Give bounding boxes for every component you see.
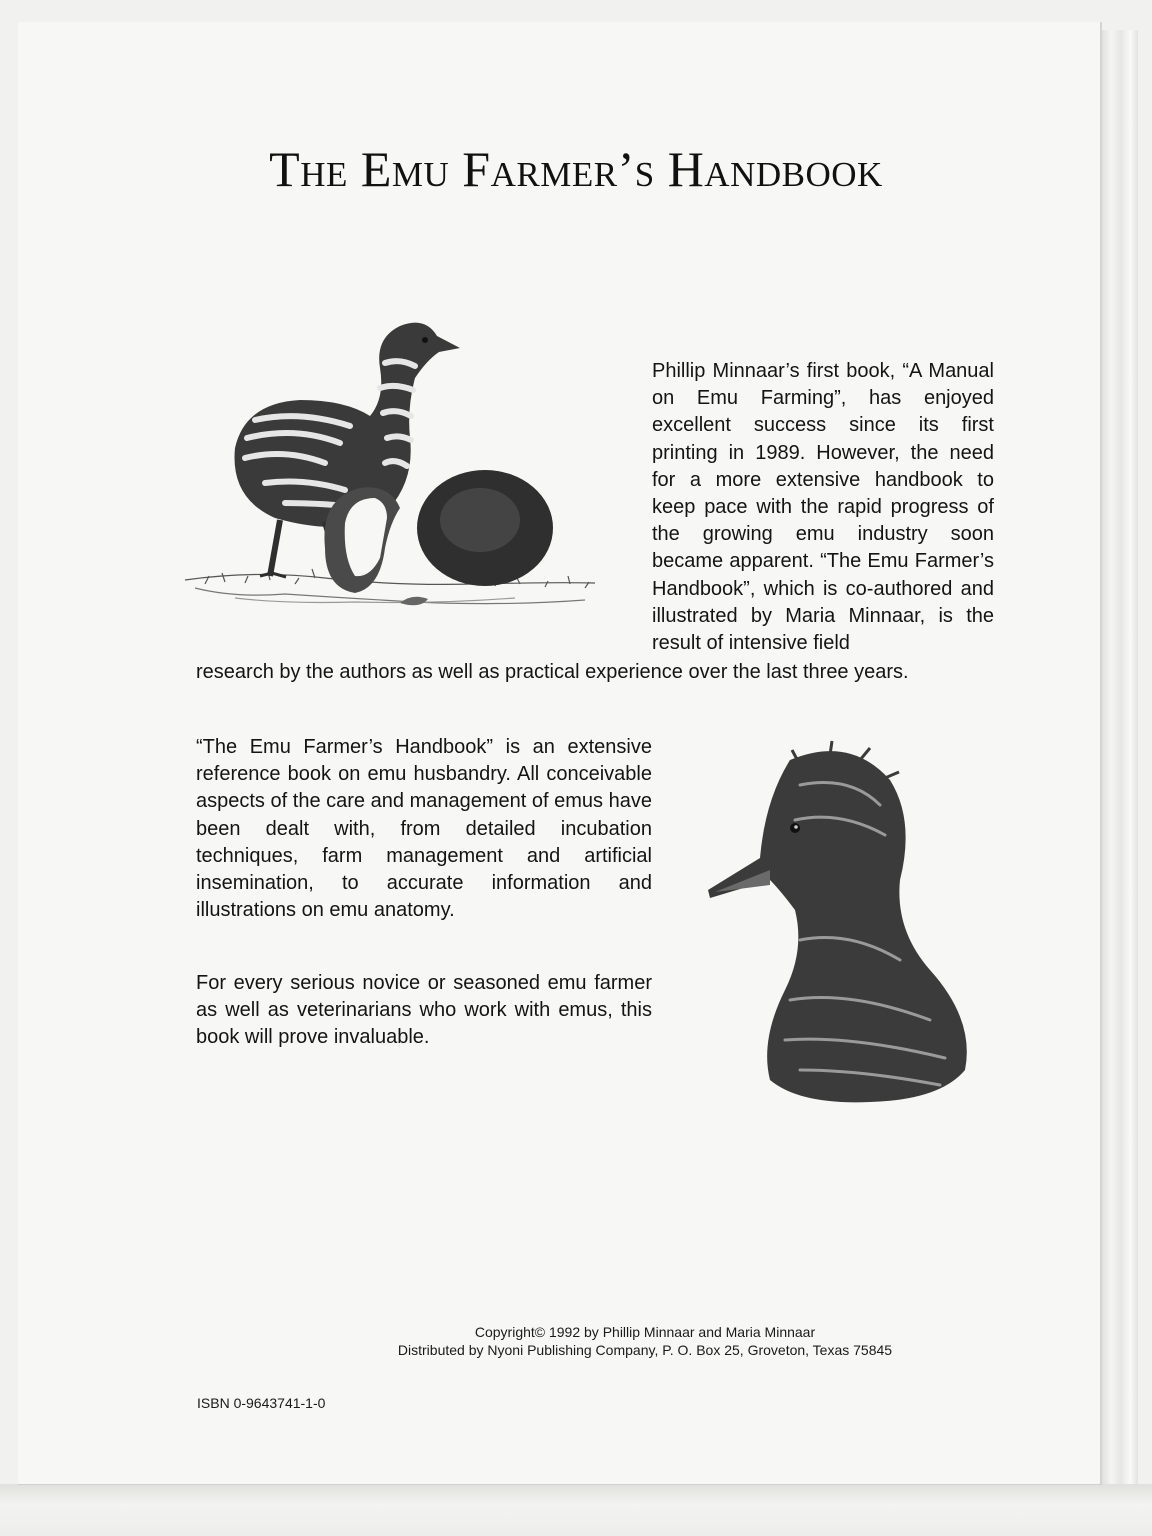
closing-paragraph: For every serious novice or seasoned emu farmer as well as veterinarians who work with emus, this book will prove invaluable. — [196, 972, 652, 1049]
distributor-notice: Distributed by Nyoni Publishing Company, P. O. Box 25, Groveton, Texas 75845 — [397, 1342, 893, 1358]
book-title: The Emu Farmer’s Handbook — [269, 141, 883, 197]
isbn-number: ISBN 0-9643741-1-0 — [197, 1395, 326, 1411]
intro-paragraph-continued: research by the authors as well as practical experience over the last three years. — [196, 661, 909, 683]
book-spine-edge — [1100, 30, 1138, 1490]
description-paragraph: “The Emu Farmer’s Handbook” is an extensive reference book on emu husbandry. All conceivable aspects of the care and management of emus have been dealt with, from detailed incubation techniques, farm management and artificial insemination, to accurate information and illustrations on emu anatomy. — [196, 736, 652, 922]
book-bottom-edge — [0, 1484, 1152, 1536]
emu-head-illustration — [700, 740, 980, 1110]
copyright-notice: Copyright© 1992 by Phillip Minnaar and Maria Minnaar — [474, 1324, 816, 1340]
emu-chick-egg-illustration — [175, 308, 605, 638]
intro-paragraph-wrapped: Phillip Minnaar’s first book, “A Manual on Emu Farming”, has enjoyed excellent success since its first printing in 1989. However, the need for a more extensive handbook to keep pace with the rapid progress of the growing emu industry soon became apparent. “The Emu Farmer’s Handbook”, which is co-authored and illustrated by Maria Minnaar, is the result of intensive field — [652, 360, 994, 655]
emu-head — [708, 741, 967, 1102]
ground-grass — [185, 569, 595, 604]
